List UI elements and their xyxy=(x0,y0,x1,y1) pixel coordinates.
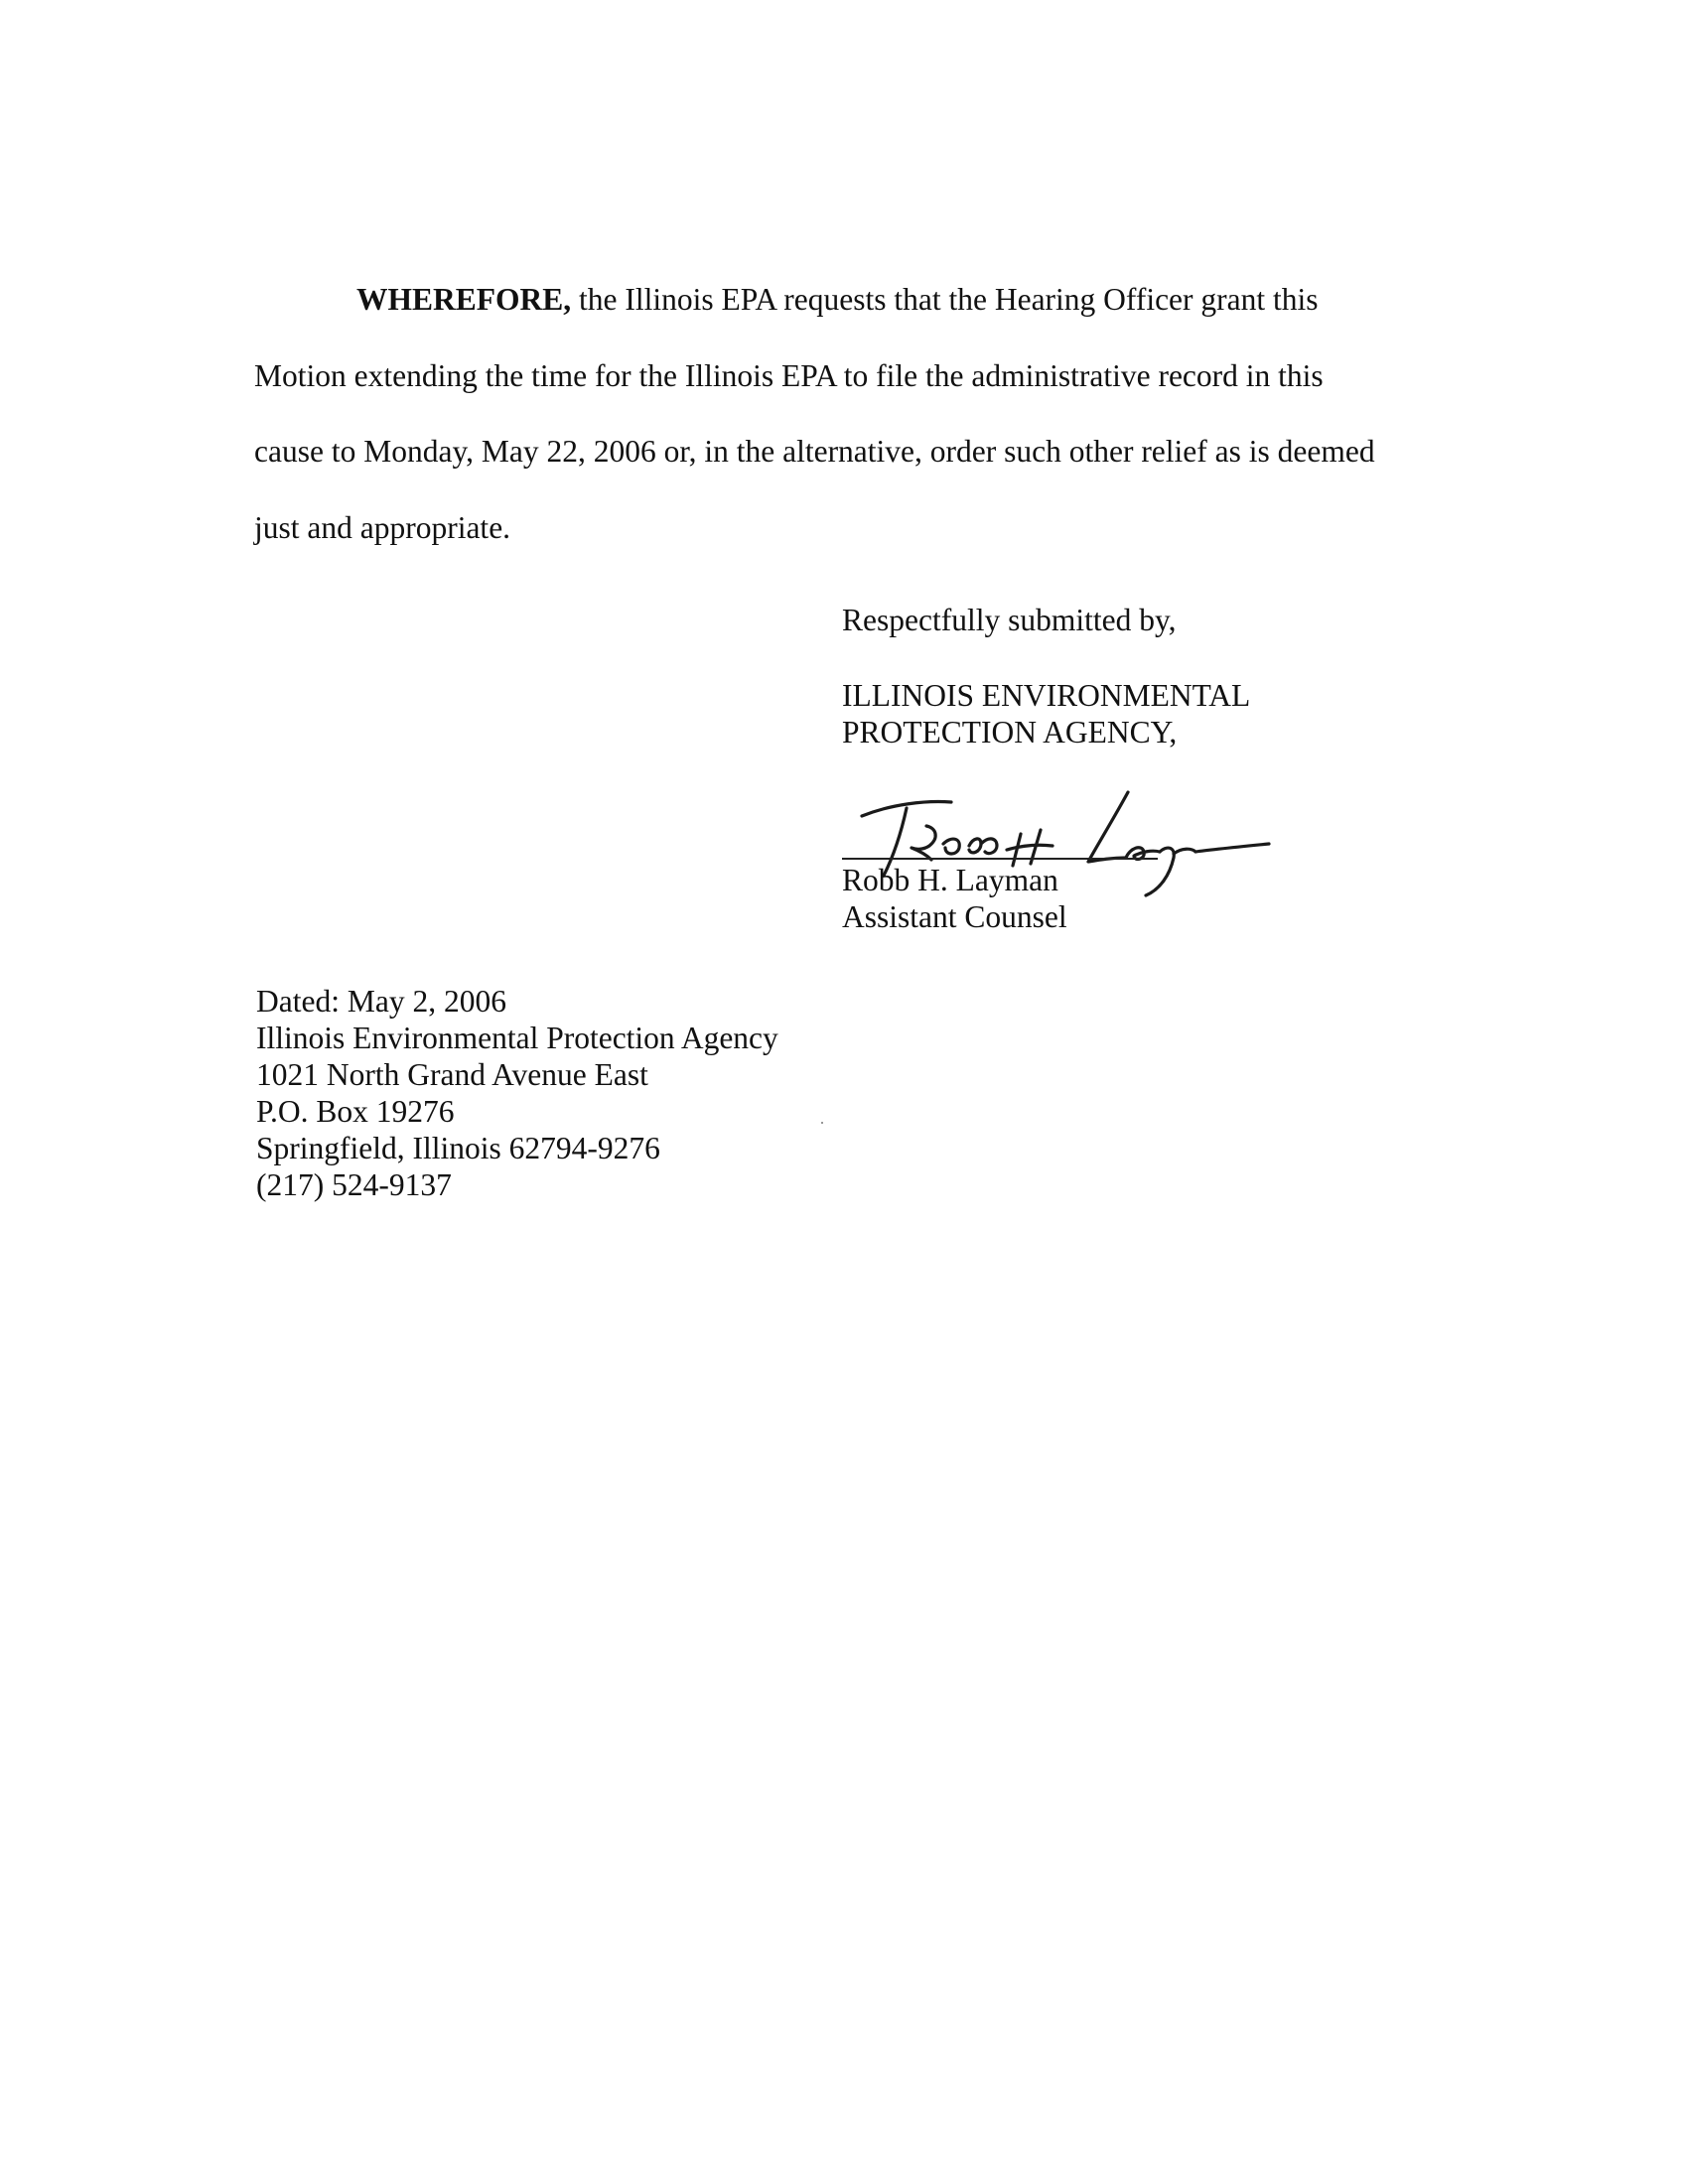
body-line-4: just and appropriate. xyxy=(254,509,511,545)
org-line-1: ILLINOIS ENVIRONMENTAL xyxy=(842,678,1251,713)
org-line-2: PROTECTION AGENCY, xyxy=(842,715,1178,750)
body-line-3: cause to Monday, May 22, 2006 or, in the alternative, order such other relief as is deemed xyxy=(254,434,1375,469)
body-paragraph xyxy=(254,262,1446,566)
wherefore-lead: WHEREFORE, xyxy=(356,282,572,317)
phone-number: (217) 524-9137 xyxy=(256,1167,452,1202)
signer-title: Assistant Counsel xyxy=(842,899,1067,934)
body-line-1 xyxy=(254,262,1446,339)
body-line-2: Motion extending the time for the Illinois EPA to file the administrative record in this xyxy=(254,357,1324,393)
body-line-1-text: the Illinois EPA requests that the Hearing Officer grant this xyxy=(571,282,1319,317)
street-address: 1021 North Grand Avenue East xyxy=(256,1057,648,1092)
agency-name: Illinois Environmental Protection Agency xyxy=(256,1021,778,1055)
scan-speck xyxy=(821,1122,823,1124)
dated-line: Dated: May 2, 2006 xyxy=(256,984,506,1019)
po-box: P.O. Box 19276 xyxy=(256,1094,455,1129)
city-state-zip: Springfield, Illinois 62794-9276 xyxy=(256,1131,660,1165)
signature-line xyxy=(842,858,1158,860)
closing-text: Respectfully submitted by, xyxy=(842,603,1177,637)
address-block xyxy=(256,983,778,1203)
signer-name: Robb H. Layman xyxy=(842,863,1058,897)
